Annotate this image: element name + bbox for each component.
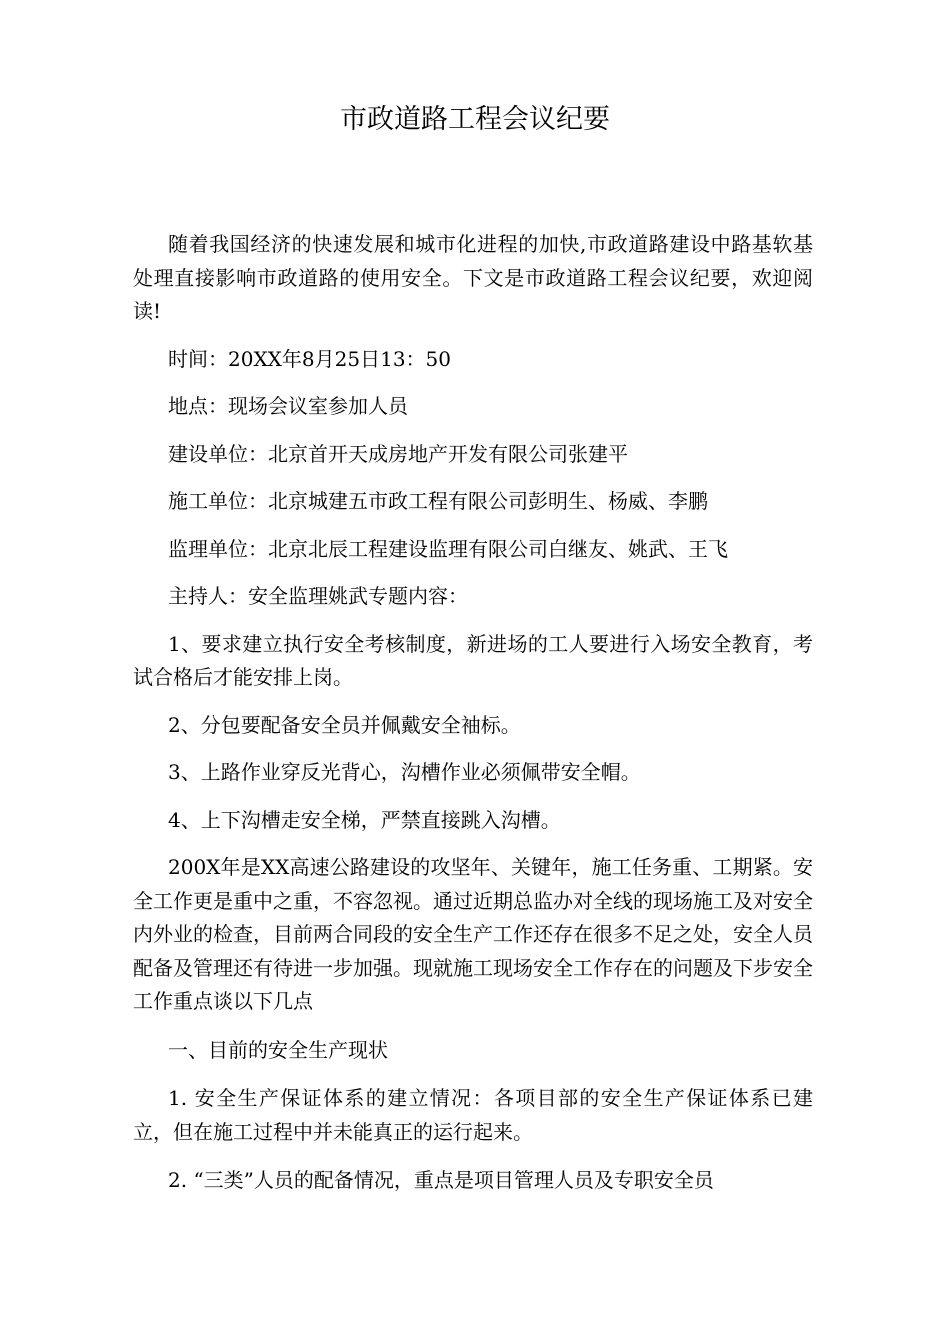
supervision-unit: 监理单位：北京北辰工程建设监理有限公司白继友、姚武、王飞: [168, 536, 728, 561]
section-heading: 一、目前的安全生产现状: [168, 1037, 388, 1062]
construction-owner: 建设单位：北京首开天成房地产开发有限公司张建平: [168, 441, 628, 466]
agenda-item: 4、上下沟槽走安全梯，严禁直接跳入沟槽。: [168, 807, 561, 832]
intro-paragraph: 随着我国经济的快速发展和城市化进程的加快,市政道路建设中路基软基处理直接影响市政道路的使用安全。下文是市政道路工程会议纪要，欢迎阅读!: [133, 232, 813, 323]
meeting-location: 地点：现场会议室参加人员: [168, 394, 408, 418]
status-item: 2. “三类”人员的配备情况，重点是项目管理人员及专职安全员: [168, 1168, 714, 1192]
status-item: 1. 安全生产保证体系的建立情况：各项目部的安全生产保证体系已建立，但在施工过程中并未能真正的运行起来。: [133, 1086, 813, 1144]
agenda-item: 2、分包要配备安全员并佩戴安全袖标。: [168, 712, 521, 737]
document-body: [133, 228, 813, 1198]
meeting-host: 主持人：安全监理姚武专题内容：: [168, 584, 468, 608]
agenda-item: 1、要求建立执行安全考核制度，新进场的工人要进行入场安全教育，考试合格后才能安排上岗。: [133, 631, 813, 689]
safety-summary-paragraph: 200X年是XX高速公路建设的攻坚年、关键年，施工任务重、工期紧。安全工作更是重中之重，不容忽视。通过近期总监办对全线的现场施工及对安全内外业的检查，目前两合同段的安全生产工作还存在很多不足之处，安全人员配备及管理还有待进一步加强。现就施工现场安全工作存在的问题及下步安全工作重点谈以下几点: [133, 855, 813, 1013]
document-title: 市政道路工程会议纪要: [340, 104, 610, 135]
meeting-time: 时间：20XX年8月25日13：50: [168, 346, 451, 371]
construction-contractor: 施工单位：北京城建五市政工程有限公司彭明生、杨威、李鹏: [168, 489, 708, 513]
agenda-item: 3、上路作业穿反光背心，沟槽作业必须佩带安全帽。: [168, 760, 641, 784]
